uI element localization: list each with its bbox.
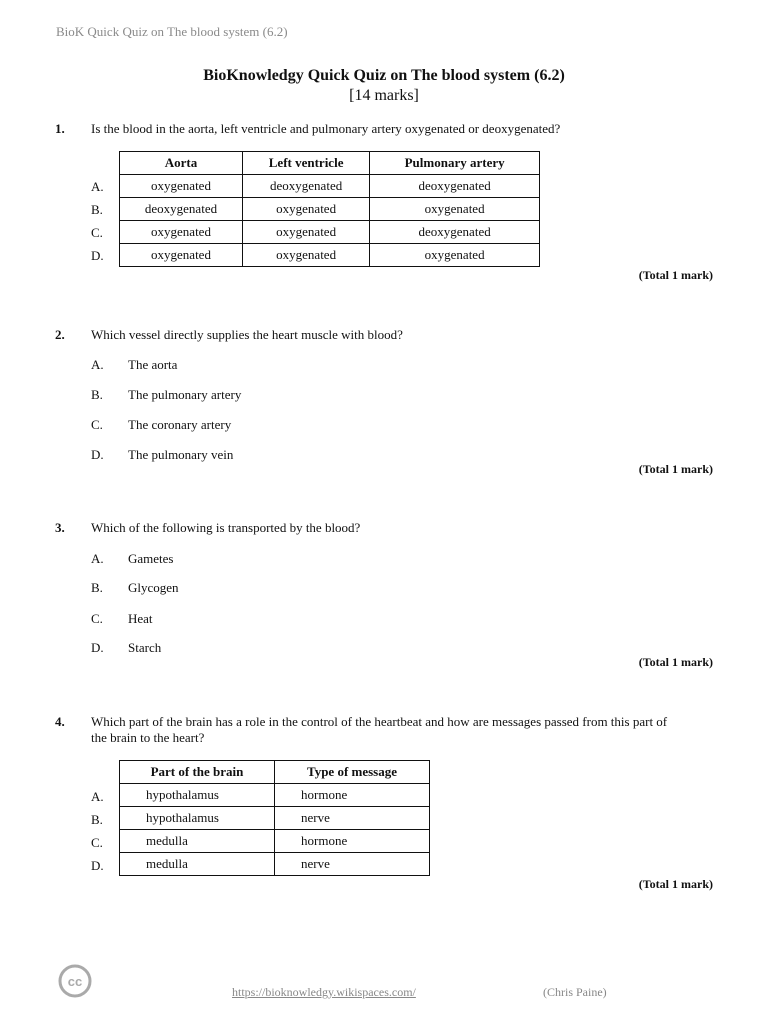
footer-link[interactable]: https://bioknowledgy.wikispaces.com/ — [232, 985, 416, 999]
table-cell: hormone — [275, 830, 430, 853]
table-cell: oxygenated — [370, 198, 540, 221]
table-cell: oxygenated — [120, 244, 243, 267]
table-cell: medulla — [120, 830, 275, 853]
option-letter: C. — [91, 225, 103, 240]
option-letter: B. — [91, 387, 103, 402]
table-cell: oxygenated — [120, 175, 243, 198]
running-header: BioK Quick Quiz on The blood system (6.2) — [56, 24, 288, 39]
option-letter: C. — [91, 417, 103, 432]
page-title: BioKnowledgy Quick Quiz on The blood system (6.2) — [203, 67, 565, 84]
question-4-number: 4. — [55, 714, 65, 729]
question-3-total: (Total 1 mark) — [638, 655, 713, 669]
option-letter: D. — [91, 858, 104, 873]
question-1-text: Is the blood in the aorta, left ventricle and pulmonary artery oxygenated or deoxygenated? — [91, 121, 561, 136]
question-2-text: Which vessel directly supplies the heart muscle with blood? — [91, 327, 403, 342]
table-header: Pulmonary artery — [370, 152, 540, 175]
table-row — [120, 784, 430, 807]
option-letter: D. — [91, 447, 104, 462]
table-row — [120, 198, 540, 221]
question-3-text: Which of the following is transported by the blood? — [91, 520, 361, 535]
option-letter: C. — [91, 611, 103, 626]
option-letter: C. — [91, 835, 103, 850]
question-4-total: (Total 1 mark) — [638, 877, 713, 891]
table-header: Type of message — [275, 761, 430, 784]
table-row — [120, 830, 430, 853]
option-text: Starch — [128, 640, 162, 655]
table-cell: hormone — [275, 784, 430, 807]
option-letter: B. — [91, 580, 103, 595]
option-text: Gametes — [128, 551, 174, 566]
question-4-text: Which part of the brain has a role in the control of the heartbeat and how are messages passed from this part of the brain to the heart? — [91, 714, 668, 745]
table-cell: medulla — [120, 853, 275, 876]
option-letter: A. — [91, 551, 104, 566]
footer-author: (Chris Paine) — [543, 985, 607, 999]
table-cell: oxygenated — [243, 198, 370, 221]
table-row — [120, 807, 430, 830]
table-cell: oxygenated — [243, 221, 370, 244]
question-1-table — [119, 151, 540, 267]
table-header: Part of the brain — [120, 761, 275, 784]
table-row — [120, 175, 540, 198]
svg-text:cc: cc — [67, 974, 83, 989]
option-letter: D. — [91, 640, 104, 655]
table-header-row — [120, 152, 540, 175]
question-1-number: 1. — [55, 121, 65, 136]
table-cell: oxygenated — [243, 244, 370, 267]
table-cell: nerve — [275, 853, 430, 876]
option-letter: B. — [91, 812, 103, 827]
option-text: The aorta — [128, 357, 178, 372]
option-text: The coronary artery — [128, 417, 232, 432]
table-row — [120, 244, 540, 267]
question-4-table — [119, 760, 430, 876]
table-cell: nerve — [275, 807, 430, 830]
table-header-row — [120, 761, 430, 784]
option-letter: A. — [91, 789, 104, 804]
option-text: Heat — [128, 611, 153, 626]
table-cell: oxygenated — [120, 221, 243, 244]
table-cell: oxygenated — [370, 244, 540, 267]
table-header: Aorta — [120, 152, 243, 175]
table-cell: hypothalamus — [120, 807, 275, 830]
option-letter: D. — [91, 248, 104, 263]
option-text: The pulmonary vein — [128, 447, 234, 462]
option-letter: A. — [91, 179, 104, 194]
table-header: Left ventricle — [243, 152, 370, 175]
table-cell: deoxygenated — [243, 175, 370, 198]
question-2-number: 2. — [55, 327, 65, 342]
option-letter: A. — [91, 357, 104, 372]
option-text: Glycogen — [128, 580, 179, 595]
question-2-total: (Total 1 mark) — [638, 462, 713, 476]
question-3-number: 3. — [55, 520, 65, 535]
question-1-total: (Total 1 mark) — [638, 268, 713, 282]
table-cell: deoxygenated — [120, 198, 243, 221]
table-cell: deoxygenated — [370, 175, 540, 198]
table-row — [120, 221, 540, 244]
marks-total: [14 marks] — [349, 87, 419, 104]
table-cell: hypothalamus — [120, 784, 275, 807]
option-text: The pulmonary artery — [128, 387, 242, 402]
table-row — [120, 853, 430, 876]
table-cell: deoxygenated — [370, 221, 540, 244]
option-letter: B. — [91, 202, 103, 217]
creative-commons-icon — [58, 964, 92, 998]
